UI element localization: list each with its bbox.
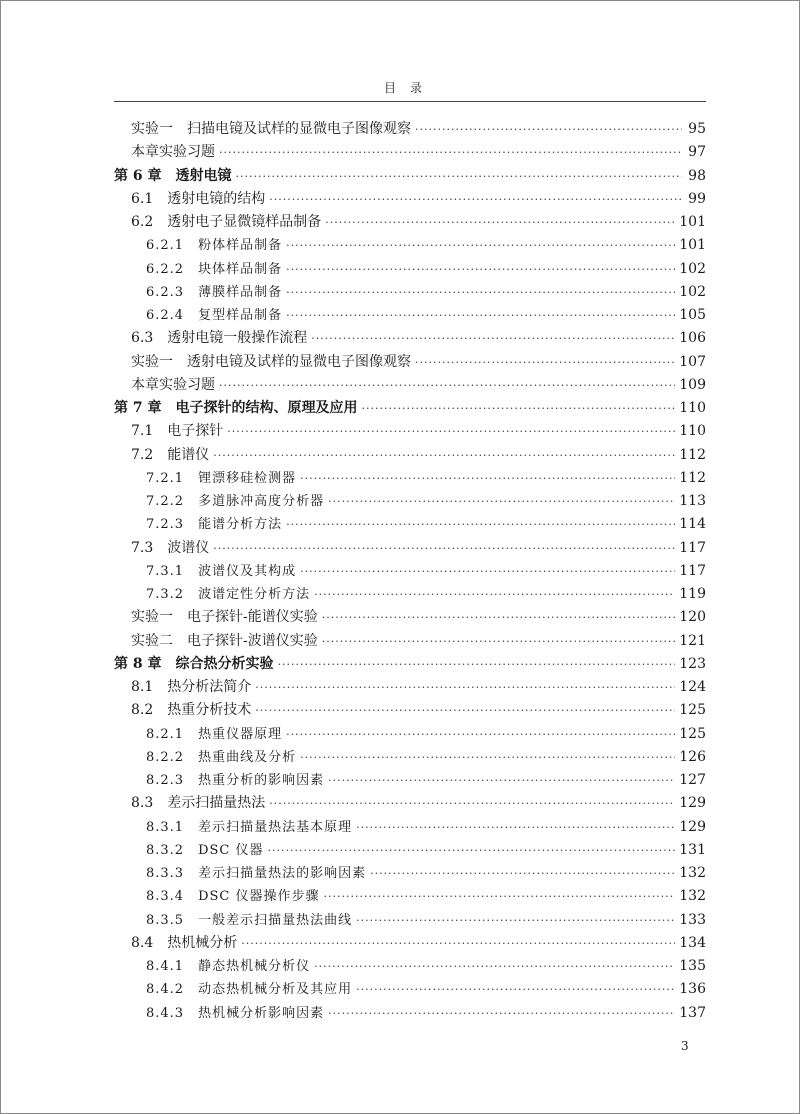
dot-leader <box>356 821 675 834</box>
toc-entry-number: 8.3 <box>131 795 154 812</box>
toc-entry-page: 110 <box>679 400 706 416</box>
dot-leader <box>268 844 676 857</box>
toc-entry-page: 120 <box>679 609 706 626</box>
toc-entry-title: 锂漂移硅检测器 <box>198 470 297 486</box>
toc-section[interactable] <box>114 699 706 722</box>
toc-entry-label <box>131 630 318 650</box>
toc-entry-title: 透射电镜一般操作流程 <box>167 330 308 347</box>
toc-entry-page: 113 <box>679 493 706 509</box>
toc-entry-title: 电子探针-能谱仪实验 <box>187 609 318 626</box>
dot-leader <box>227 425 675 438</box>
dot-leader <box>278 658 676 671</box>
toc-entry-page: 107 <box>679 353 706 370</box>
toc-entry-label <box>131 374 215 394</box>
toc-entry-title: 透射电镜的结构 <box>167 190 266 207</box>
toc-entry-title: 本章实验习题 <box>131 376 215 393</box>
toc-entry-page: 110 <box>679 423 706 440</box>
toc-subsection[interactable] <box>114 955 706 978</box>
toc-entry-page: 95 <box>688 121 706 137</box>
toc-section[interactable] <box>114 327 706 350</box>
dot-leader <box>286 286 675 299</box>
page-number: 3 <box>681 1039 689 1053</box>
toc-entry-label <box>146 583 310 602</box>
toc-entry-number: 7.3 <box>131 539 154 556</box>
toc-entry-label <box>114 653 274 673</box>
toc-section[interactable] <box>114 374 706 397</box>
toc-entry-page: 123 <box>679 655 706 672</box>
toc-entry-number: 8.4 <box>131 934 154 951</box>
toc-entry-label <box>114 165 232 185</box>
toc-entry-label <box>146 885 320 904</box>
dot-leader <box>286 239 675 252</box>
toc-entry-page: 119 <box>679 586 706 602</box>
dot-leader <box>311 332 675 345</box>
toc-entry-number: 6.2.4 <box>146 308 185 323</box>
toc-section[interactable] <box>114 630 706 653</box>
dot-leader <box>300 565 675 578</box>
dot-leader <box>362 402 676 415</box>
toc-entry-number: 6.2.1 <box>146 238 185 254</box>
toc-entry-label <box>131 537 209 557</box>
toc-entry-page: 106 <box>679 330 706 347</box>
toc-entry-title: 一般差示扫描量热法曲线 <box>198 912 353 928</box>
toc-entry-label <box>146 978 352 997</box>
toc-entry-title: 电子探针 <box>167 423 224 440</box>
toc-entry-label <box>146 723 282 742</box>
toc-entry-title: 块体样品制备 <box>198 261 283 277</box>
toc-section[interactable] <box>114 351 706 374</box>
toc-entry-page: 126 <box>679 748 706 765</box>
toc-entry-title: 静态热机械分析仪 <box>198 959 311 974</box>
toc-section[interactable] <box>114 537 706 560</box>
toc-subsection[interactable] <box>114 909 706 932</box>
toc-entry-label <box>146 1002 324 1021</box>
toc-section[interactable] <box>114 188 706 211</box>
toc-entry-title: 本章实验习题 <box>131 144 215 161</box>
toc-section[interactable] <box>114 211 706 234</box>
dot-leader <box>370 867 675 880</box>
toc-entry-label <box>146 513 282 532</box>
dot-leader <box>300 751 675 764</box>
toc-entry-number: 7.2.1 <box>146 470 185 486</box>
toc-chapter[interactable] <box>114 397 706 420</box>
dot-leader <box>219 146 682 159</box>
toc-subsection[interactable] <box>114 258 706 281</box>
toc-entry-title: 透射电子显微镜样品制备 <box>167 214 322 230</box>
toc-subsection[interactable] <box>114 513 706 536</box>
toc-section[interactable] <box>114 141 706 164</box>
dot-leader <box>356 914 675 927</box>
dot-leader <box>286 263 675 276</box>
toc-entry-label <box>146 862 366 881</box>
toc-entry-number: 7.2.2 <box>146 494 185 509</box>
toc-entry-label <box>131 606 318 626</box>
toc-entry-label <box>131 699 251 719</box>
toc-entry-title: 热重仪器原理 <box>198 726 283 742</box>
toc-entry-label <box>131 211 321 231</box>
toc-subsection[interactable] <box>114 746 706 769</box>
toc-entry-page: 125 <box>679 702 706 719</box>
toc-entry-title: 动态热机械分析及其应用 <box>198 982 353 998</box>
toc-entry-label <box>131 188 265 208</box>
dot-leader <box>328 1007 675 1020</box>
toc-entry-page: 114 <box>679 516 706 533</box>
toc-entry-label <box>146 839 264 858</box>
toc-entry-page: 135 <box>679 958 706 974</box>
toc-entry-title: 电子探针-波谱仪实验 <box>187 632 318 649</box>
toc-entry-page: 112 <box>679 469 706 486</box>
toc-entry-title: DSC 仪器操作步骤 <box>198 889 320 905</box>
dot-leader <box>286 728 675 741</box>
toc-entry-label <box>131 444 209 464</box>
table-of-contents <box>114 118 706 1025</box>
toc-entry-title: 多道脉冲高度分析器 <box>198 494 325 509</box>
toc-entry-label <box>131 932 237 952</box>
toc-subsection[interactable] <box>114 560 706 583</box>
toc-entry-page: 132 <box>679 888 706 905</box>
toc-entry-number: 6.2.3 <box>146 284 185 300</box>
toc-entry-number: 7.3.1 <box>146 563 185 579</box>
toc-entry-title: 能谱仪 <box>167 446 210 463</box>
toc-subsection[interactable] <box>114 583 706 606</box>
toc-entry-number: 第 7 章 <box>114 400 162 416</box>
dot-leader <box>314 588 675 601</box>
header-rule <box>114 101 706 102</box>
dot-leader <box>241 937 675 950</box>
toc-entry-number: 实验一 <box>131 609 173 626</box>
toc-entry-label <box>131 676 251 696</box>
dot-leader <box>356 983 675 996</box>
toc-entry-number: 8.4.2 <box>146 982 185 998</box>
toc-entry-label <box>146 490 324 509</box>
toc-subsection[interactable] <box>114 281 706 304</box>
toc-entry-label <box>131 141 215 161</box>
toc-entry-number: 8.2.3 <box>146 773 185 788</box>
dot-leader <box>324 890 676 903</box>
dot-leader <box>213 449 675 462</box>
toc-section[interactable] <box>114 932 706 955</box>
toc-entry-title: 热机械分析 <box>167 934 238 951</box>
toc-entry-title: DSC 仪器 <box>198 842 264 858</box>
dot-leader <box>322 635 676 648</box>
toc-entry-number: 8.2.1 <box>146 726 185 742</box>
toc-subsection[interactable] <box>114 839 706 862</box>
toc-subsection[interactable] <box>114 816 706 839</box>
toc-entry-page: 112 <box>679 446 706 463</box>
toc-entry-label <box>146 467 296 486</box>
toc-entry-page: 102 <box>679 283 706 300</box>
toc-entry-label <box>146 560 296 579</box>
toc-entry-label <box>146 281 282 300</box>
toc-entry-label <box>146 234 282 253</box>
toc-entry-page: 137 <box>679 1004 706 1021</box>
dot-leader <box>328 495 675 508</box>
toc-entry-title: 粉体样品制备 <box>198 238 283 254</box>
toc-entry-page: 133 <box>679 911 706 928</box>
toc-entry-page: 98 <box>688 167 706 184</box>
toc-entry-title: 透射电镜 <box>175 167 232 184</box>
dot-leader <box>286 309 675 322</box>
toc-entry-number: 8.2 <box>131 702 154 719</box>
toc-entry-title: 电子探针的结构、原理及应用 <box>175 400 358 416</box>
toc-subsection[interactable] <box>114 1002 706 1025</box>
toc-subsection[interactable] <box>114 467 706 490</box>
toc-entry-label <box>131 792 265 812</box>
toc-entry-number: 8.3.5 <box>146 912 185 928</box>
dot-leader <box>255 704 675 717</box>
toc-entry-label <box>146 746 296 765</box>
toc-entry-title: 热分析法简介 <box>167 679 252 695</box>
toc-entry-page: 102 <box>679 260 706 277</box>
dot-leader <box>314 960 675 973</box>
toc-subsection[interactable] <box>114 304 706 327</box>
toc-entry-label <box>131 118 411 138</box>
toc-entry-label <box>146 909 352 928</box>
dot-leader <box>415 123 682 136</box>
toc-entry-number: 6.2.2 <box>146 261 185 277</box>
toc-entry-page: 124 <box>679 679 706 695</box>
toc-entry-label <box>146 955 310 974</box>
toc-entry-page: 131 <box>679 841 706 858</box>
running-header: 目录 <box>383 81 436 95</box>
dot-leader <box>328 774 675 787</box>
toc-entry-number: 7.3.2 <box>146 587 185 602</box>
toc-entry-title: 波谱仪 <box>167 539 210 556</box>
toc-entry-label <box>146 304 282 323</box>
toc-entry-title: 热重分析的影响因素 <box>198 773 325 788</box>
toc-entry-title: 差示扫描量热法基本原理 <box>198 819 353 835</box>
dot-leader <box>322 611 676 624</box>
toc-entry-number: 7.1 <box>131 423 154 440</box>
toc-entry-number: 8.4.1 <box>146 959 185 974</box>
toc-section[interactable] <box>114 444 706 467</box>
toc-entry-number: 8.2.2 <box>146 749 185 765</box>
toc-entry-title: 波谱仪及其构成 <box>198 563 297 579</box>
dot-leader <box>415 356 675 369</box>
toc-entry-page: 99 <box>688 190 706 207</box>
toc-entry-title: 差示扫描量热法的影响因素 <box>198 866 367 881</box>
dot-leader <box>255 681 675 694</box>
toc-entry-page: 101 <box>679 214 706 230</box>
toc-entry-number: 6.1 <box>131 190 154 207</box>
toc-entry-number: 8.3.1 <box>146 819 185 835</box>
toc-entry-label <box>146 816 352 835</box>
toc-subsection[interactable] <box>114 769 706 792</box>
toc-entry-title: 能谱分析方法 <box>198 517 283 533</box>
toc-entry-page: 97 <box>688 144 706 161</box>
toc-entry-page: 117 <box>679 562 706 579</box>
toc-subsection[interactable] <box>114 723 706 746</box>
toc-section[interactable] <box>114 676 706 699</box>
dot-leader <box>269 797 675 810</box>
toc-section[interactable] <box>114 118 706 141</box>
dot-leader <box>236 170 683 183</box>
toc-entry-label <box>131 420 223 440</box>
toc-chapter[interactable] <box>114 653 706 676</box>
dot-leader <box>219 379 675 392</box>
toc-entry-title: 波谱定性分析方法 <box>198 587 311 602</box>
dot-leader <box>286 518 675 531</box>
toc-entry-number: 8.3.2 <box>146 842 185 858</box>
toc-entry-title: 热机械分析影响因素 <box>198 1005 325 1021</box>
toc-entry-label <box>146 769 324 788</box>
toc-entry-number: 8.4.3 <box>146 1005 185 1021</box>
toc-entry-title: 热重分析技术 <box>167 702 252 719</box>
toc-entry-number: 7.2.3 <box>146 517 185 533</box>
toc-section[interactable] <box>114 792 706 815</box>
toc-entry-label <box>131 351 411 371</box>
toc-entry-page: 127 <box>679 772 706 788</box>
toc-entry-number: 8.3.3 <box>146 866 185 881</box>
toc-entry-title: 透射电镜及试样的显微电子图像观察 <box>187 353 411 370</box>
toc-entry-page: 134 <box>679 934 706 951</box>
toc-entry-number: 8.1 <box>131 679 154 695</box>
dot-leader <box>269 193 682 206</box>
toc-entry-number: 8.3.4 <box>146 889 185 905</box>
toc-subsection[interactable] <box>114 234 706 257</box>
dot-leader <box>325 216 675 229</box>
toc-entry-page: 117 <box>679 539 706 556</box>
toc-entry-number: 7.2 <box>131 446 154 463</box>
toc-subsection[interactable] <box>114 978 706 1001</box>
toc-entry-number: 6.3 <box>131 330 154 347</box>
toc-entry-number: 6.2 <box>131 214 154 230</box>
dot-leader <box>213 542 675 555</box>
toc-entry-number: 实验一 <box>131 353 173 370</box>
toc-entry-number: 实验二 <box>131 632 173 649</box>
toc-entry-label <box>114 397 358 417</box>
toc-entry-number: 第 6 章 <box>114 167 162 184</box>
toc-entry-page: 109 <box>679 376 706 393</box>
toc-entry-title: 热重曲线及分析 <box>198 749 297 765</box>
toc-entry-page: 105 <box>679 307 706 323</box>
toc-entry-page: 129 <box>679 795 706 812</box>
toc-entry-label <box>131 327 307 347</box>
toc-entry-number: 实验一 <box>131 121 173 137</box>
toc-subsection[interactable] <box>114 885 706 908</box>
toc-entry-page: 136 <box>679 981 706 998</box>
toc-entry-page: 129 <box>679 818 706 835</box>
toc-entry-page: 132 <box>679 865 706 881</box>
toc-entry-number: 第 8 章 <box>114 655 162 672</box>
toc-entry-title: 薄膜样品制备 <box>198 284 283 300</box>
toc-subsection[interactable] <box>114 862 706 885</box>
toc-section[interactable] <box>114 606 706 629</box>
toc-entry-page: 125 <box>679 725 706 742</box>
toc-entry-title: 复型样品制备 <box>198 308 283 323</box>
toc-entry-label <box>146 258 282 277</box>
toc-subsection[interactable] <box>114 490 706 513</box>
toc-entry-page: 101 <box>679 237 706 254</box>
toc-chapter[interactable] <box>114 165 706 188</box>
toc-entry-title: 综合热分析实验 <box>175 655 274 672</box>
toc-entry-page: 121 <box>679 632 706 649</box>
toc-section[interactable] <box>114 420 706 443</box>
dot-leader <box>300 472 675 485</box>
toc-entry-title: 差示扫描量热法 <box>167 795 266 812</box>
toc-entry-title: 扫描电镜及试样的显微电子图像观察 <box>187 121 411 137</box>
